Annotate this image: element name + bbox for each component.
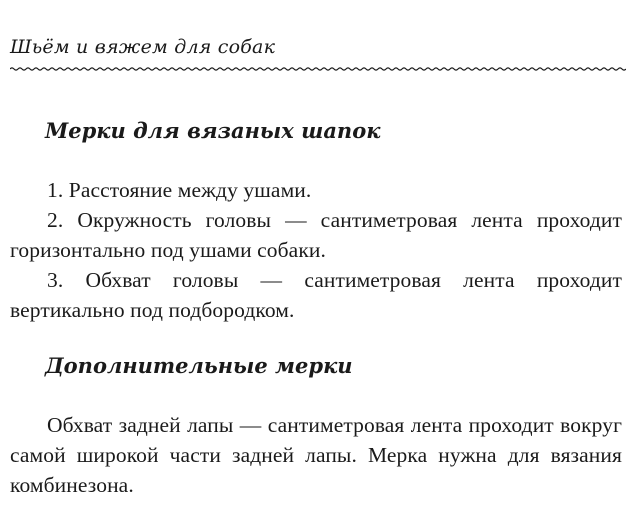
section-title-hat-measurements: Мерки для вязаных шапок [45,118,381,143]
paragraph-item-3: 3. Обхват головы — сантиметровая лента проходит вертикально под подбородком. [10,268,622,322]
paragraph-item-2: 2. Окружность головы — сантиметровая лента проходит горизонтально под ушами собаки. [10,208,622,262]
wavy-rule-divider [10,64,626,74]
section-title-additional-measurements: Дополнительные мерки [45,353,353,378]
paragraph-item-1: 1. Расстояние между ушами. [47,178,312,202]
running-head: Шьём и вяжем для собак [10,36,276,58]
paragraph-hind-leg: Обхват задней лапы — сантиметровая лента проходит вокруг самой широкой части задней лапы. Мерка нужна для вязания комбинезона. [10,413,622,497]
